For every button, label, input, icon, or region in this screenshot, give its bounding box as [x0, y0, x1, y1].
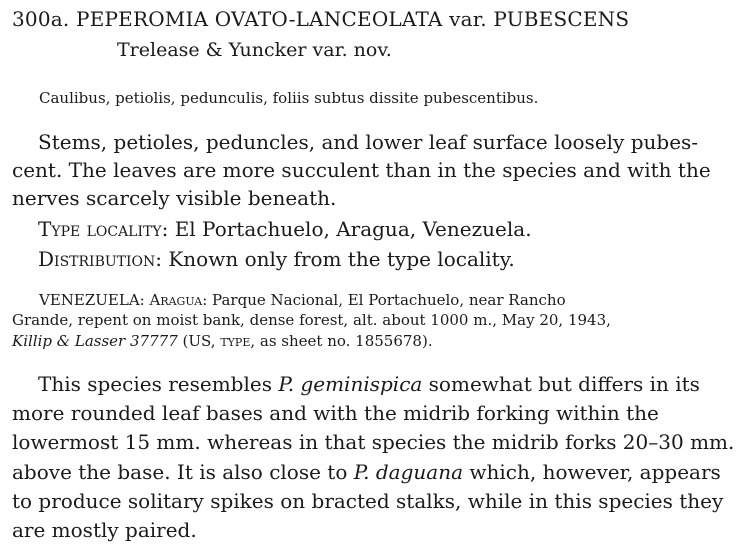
species-heading [12, 9, 629, 29]
description-line: nerves scarcely visible beneath. [12, 186, 337, 210]
discussion-text: somewhat but differs in its [428, 372, 700, 396]
specimen-herbarium: (US, [182, 332, 216, 350]
species-authors: Trelease & Yuncker var. nov. [117, 39, 392, 61]
discussion-line: more rounded leaf bases and with the midrib forking within the [12, 401, 659, 425]
specimen-citation-line: VENEZUELA: Aragua: Parque Nacional, El Portachuelo, near Rancho [39, 291, 566, 309]
discussion-text: which, however, appears [469, 460, 721, 484]
discussion-line [12, 462, 721, 482]
distribution-label: Distribution [38, 247, 156, 271]
type-locality-label: Type locality [38, 217, 162, 241]
taxon-name: P. geminispica [278, 372, 423, 396]
specimen-country: VENEZUELA [39, 291, 140, 309]
description-line: cent. The leaves are more succulent than in the species and with the [12, 158, 711, 182]
specimen-sheet: , as sheet no. 1855678). [250, 332, 433, 350]
distribution-value: : Known only from the type locality. [155, 247, 515, 271]
discussion-line: lowermost 15 mm. whereas in that species the midrib forks 20–30 mm. [12, 430, 735, 454]
specimen-locality: : Parque Nacional, El Portachuelo, near Rancho [202, 291, 566, 309]
taxon-name: P. daguana [353, 460, 464, 484]
specimen-collectors: Killip & Lasser [12, 332, 126, 350]
discussion-text: above the base. It is also close to [12, 460, 348, 484]
specimen-citation-line [12, 334, 433, 349]
discussion-line: to produce solitary spikes on bracted stalks, while in this species they [12, 489, 724, 513]
species-name: PEPEROMIA OVATO-LANCEOLATA var. PUBESCENS [76, 7, 630, 31]
species-number: 300a. [12, 7, 70, 31]
specimen-collector-number: 37777 [130, 332, 178, 350]
latin-diagnosis: Caulibus, petiolis, pedunculis, foliis subtus dissite pubescentibus. [39, 89, 539, 107]
specimen-citation-line: Grande, repent on moist bank, dense forest, alt. about 1000 m., May 20, 1943, [12, 311, 611, 329]
specimen-state: Aragua [149, 291, 203, 309]
description-line: Stems, petioles, peduncles, and lower leaf surface loosely pubes- [38, 130, 699, 154]
specimen-type-word: type [220, 332, 251, 350]
type-locality [38, 219, 532, 239]
discussion-line: are mostly paired. [12, 518, 197, 542]
discussion-line [38, 374, 700, 394]
distribution [38, 249, 515, 269]
discussion-text: This species resembles [38, 372, 272, 396]
type-locality-value: : El Portachuelo, Aragua, Venezuela. [161, 217, 532, 241]
